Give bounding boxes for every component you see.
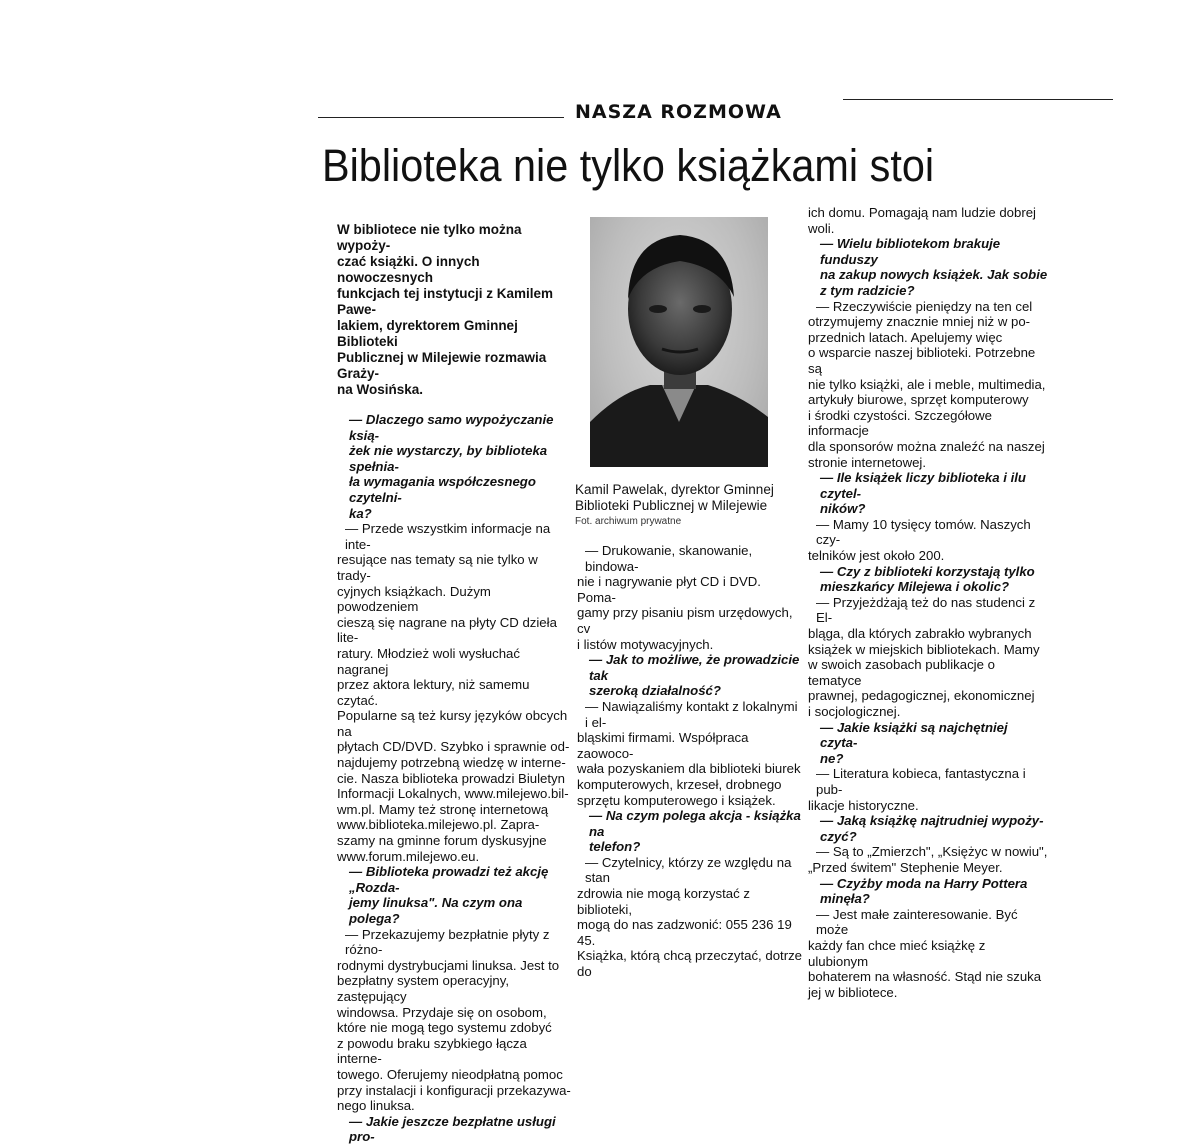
lead-line: lakiem, dyrektorem Gminnej Biblioteki bbox=[337, 318, 518, 349]
text-line: „Przed świtem" Stephenie Meyer. bbox=[808, 859, 1003, 875]
question-line: — Jakie książki są najchętniej czyta- bbox=[820, 719, 1008, 751]
text-line: dla sponsorów można znaleźć na naszej bbox=[808, 438, 1045, 454]
text-line: resujące nas tematy są nie tylko w trady- bbox=[337, 552, 538, 583]
text-line: komputerowych, krzeseł, drobnego bbox=[577, 776, 782, 792]
answer-line: — Rzeczywiście pieniędzy na ten cel bbox=[816, 298, 1033, 314]
text-line: cieszą się nagrane na płyty CD dzieła lite- bbox=[337, 614, 557, 646]
text-line: Informacji Lokalnych, www.milejewo.bil- bbox=[337, 786, 569, 802]
text-line: likacje historyczne. bbox=[808, 797, 919, 813]
answer-line: — Nawiązaliśmy kontakt z lokalnymi i el- bbox=[585, 698, 798, 730]
answer-line: — Jest małe zainteresowanie. Być może bbox=[816, 906, 1018, 938]
question-line: żek nie wystarczy, by biblioteka spełnia- bbox=[349, 443, 548, 474]
question-line: szeroką działalność? bbox=[589, 683, 721, 699]
question-line: — Jaką książkę najtrudniej wypoży- bbox=[820, 813, 1044, 829]
text-line: każdy fan chce mieć książkę z ulubionym bbox=[808, 937, 986, 969]
text-line: Książka, którą chcą przeczytać, dotrze do bbox=[577, 948, 803, 980]
text-line: otrzymujemy znacznie mniej niż w po- bbox=[808, 314, 1031, 330]
text-line: które nie mogą tego systemu zdobyć bbox=[337, 1020, 552, 1036]
text-line: mogą do nas zadzwonić: 055 236 19 45. bbox=[577, 917, 792, 948]
text-line: prawnej, pedagogicznej, ekonomicznej bbox=[808, 688, 1035, 704]
text-line: przednich latach. Apelujemy więc bbox=[808, 329, 1003, 345]
text-line: i środki czystości. Szczegółowe informacje bbox=[808, 407, 992, 439]
question-line: — Biblioteka prowadzi też akcję „Rozda- bbox=[349, 864, 549, 895]
text-line: przez aktora lektury, niż samemu czytać. bbox=[337, 677, 530, 708]
text-line: ratury. Młodzież woli wysłuchać nagranej bbox=[337, 645, 520, 677]
spacer bbox=[337, 398, 572, 412]
text-line: Popularne są też kursy języków obcych na bbox=[337, 708, 568, 739]
top-rule-left bbox=[318, 117, 564, 118]
question-line: — Ile książek liczy biblioteka i ilu czytel- bbox=[820, 470, 1026, 501]
question-line: — Dlaczego samo wypożyczanie ksią- bbox=[349, 412, 554, 443]
lead-line: czać książki. O innych nowoczesnych bbox=[337, 254, 480, 285]
photo-credit: Fot. archiwum prywatne bbox=[575, 516, 682, 527]
lead-line: funkcjach tej instytucji z Kamilem Pawe- bbox=[337, 286, 554, 317]
text-line: artykuły biurowe, sprzęt komputerowy bbox=[808, 392, 1029, 408]
text-line: nie tylko książki, ale i meble, multimedia, bbox=[808, 376, 1046, 392]
question-line: — Jak to możliwe, że prowadzicie tak bbox=[589, 652, 800, 683]
text-line: windowsa. Przydaje się on osobom, bbox=[337, 1004, 547, 1020]
question-line: telefon? bbox=[589, 839, 641, 855]
top-rule-right bbox=[843, 99, 1113, 100]
text-line: gamy przy pisaniu pism urzędowych, cv bbox=[577, 605, 793, 636]
question-line: jemy linuksa". Na czym ona polega? bbox=[349, 895, 523, 926]
text-line: w swoich zasobach publikacje o tematyce bbox=[808, 657, 995, 688]
text-line: woli. bbox=[808, 220, 835, 236]
text-line: przy instalacji i konfiguracji przekazywa- bbox=[337, 1082, 571, 1098]
portrait-photo bbox=[590, 217, 768, 467]
question-line: mieszkańcy Milejewa i okolic? bbox=[820, 579, 1010, 595]
column-3 bbox=[808, 205, 1048, 1000]
text-line: cyjnych książkach. Dużym powodzeniem bbox=[337, 583, 491, 615]
text-line: jej w bibliotece. bbox=[808, 984, 898, 1000]
text-line: bohaterem na własność. Stąd nie szuka bbox=[808, 969, 1042, 985]
text-line: o wsparcie naszej biblioteki. Potrzebne są bbox=[808, 345, 1036, 376]
answer-line: — Literatura kobieca, fantastyczna i pub- bbox=[816, 766, 1026, 797]
text-line: towego. Oferujemy nieodpłatną pomoc bbox=[337, 1066, 563, 1082]
answer-line: — Czytelnicy, którzy ze względu na stan bbox=[585, 854, 792, 886]
text-line: rodnymi dystrybucjami linuksa. Jest to bbox=[337, 957, 560, 973]
column-2 bbox=[577, 543, 802, 980]
text-line: nego linuksa. bbox=[337, 1098, 415, 1114]
answer-line: — Przyjeżdżają też do nas studenci z El- bbox=[816, 594, 1036, 626]
question-line: ników? bbox=[820, 501, 866, 517]
text-line: www.biblioteka.milejewo.pl. Zapra- bbox=[337, 817, 540, 833]
question-line: z tym radzicie? bbox=[820, 282, 915, 298]
question-line: — Wielu bibliotekom brakuje funduszy bbox=[820, 236, 1001, 267]
article-headline: Biblioteka nie tylko książkami stoi bbox=[322, 140, 935, 191]
question-line: ka? bbox=[349, 505, 372, 521]
text-line: bląga, dla których zabrakło wybranych bbox=[808, 626, 1032, 642]
question-line: — Na czym polega akcja - książka na bbox=[589, 808, 801, 839]
section-kicker: NASZA ROZMOWA bbox=[575, 101, 782, 123]
answer-line: — Mamy 10 tysięcy tomów. Naszych czy- bbox=[816, 516, 1031, 548]
text-line: stronie internetowej. bbox=[808, 454, 927, 470]
caption-line-2: Biblioteki Publicznej w Milejewie bbox=[575, 498, 768, 513]
answer-line: — Są to „Zmierzch", „Księżyc w nowiu", bbox=[816, 844, 1048, 860]
caption-line-1: Kamil Pawelak, dyrektor Gminnej bbox=[575, 482, 774, 497]
text-line: płytach CD/DVD. Szybko i sprawnie od- bbox=[337, 739, 570, 755]
answer-line: — Przede wszystkim informacje na inte- bbox=[345, 521, 551, 552]
text-line: wm.pl. Mamy też stronę internetową bbox=[337, 801, 549, 817]
question-line: ne? bbox=[820, 750, 844, 766]
question-line: czyć? bbox=[820, 828, 857, 844]
text-line: sprzętu komputerowego i książek. bbox=[577, 792, 776, 808]
portrait-image bbox=[590, 217, 768, 467]
question-line: ła wymagania współczesnego czytelni- bbox=[349, 474, 536, 505]
text-line: bląskimi firmami. Współpraca zaowoco- bbox=[577, 730, 749, 761]
text-line: telników jest około 200. bbox=[808, 548, 945, 564]
lead-line: Publicznej w Milejewie rozmawia Graży- bbox=[337, 350, 547, 381]
text-line: ich domu. Pomagają nam ludzie dobrej bbox=[808, 205, 1036, 220]
text-line: bezpłatny system operacyjny, zastępujący bbox=[337, 973, 510, 1004]
text-line: najdujemy potrzebną wiedzę w interne- bbox=[337, 755, 566, 771]
text-line: i socjologicznej. bbox=[808, 704, 901, 719]
text-line: i listów motywacyjnych. bbox=[577, 636, 714, 652]
text-line: www.forum.milejewo.eu. bbox=[337, 848, 480, 864]
question-line: — Czy z biblioteki korzystają tylko bbox=[820, 563, 1035, 579]
text-line: szamy na gminne forum dyskusyjne bbox=[337, 833, 547, 849]
lead-line: na Wosińska. bbox=[337, 382, 424, 397]
text-line: z powodu braku szybkiego łącza interne- bbox=[337, 1035, 527, 1067]
lead-line: W bibliotece nie tylko można wypoży- bbox=[337, 222, 522, 253]
column-1 bbox=[337, 222, 572, 1145]
question-line: na zakup nowych książek. Jak sobie bbox=[820, 267, 1048, 283]
text-line: nie i nagrywanie płyt CD i DVD. Poma- bbox=[577, 574, 761, 605]
text-line: zdrowia nie mogą korzystać z biblioteki, bbox=[577, 886, 750, 917]
question-line: — Czyżby moda na Harry Pottera minęła? bbox=[820, 875, 1028, 907]
photo-caption bbox=[575, 482, 774, 514]
answer-line: — Przekazujemy bezpłatnie płyty z różno- bbox=[345, 926, 550, 958]
text-line: książek w miejskich bibliotekach. Mamy bbox=[808, 641, 1040, 657]
answer-line: — Drukowanie, skanowanie, bindowa- bbox=[585, 543, 753, 574]
text-line: cie. Nasza biblioteka prowadzi Biuletyn bbox=[337, 770, 565, 786]
question-line: — Jakie jeszcze bezpłatne usługi pro- bbox=[349, 1113, 556, 1145]
text-line: wała pozyskaniem dla biblioteki biurek bbox=[577, 761, 801, 777]
